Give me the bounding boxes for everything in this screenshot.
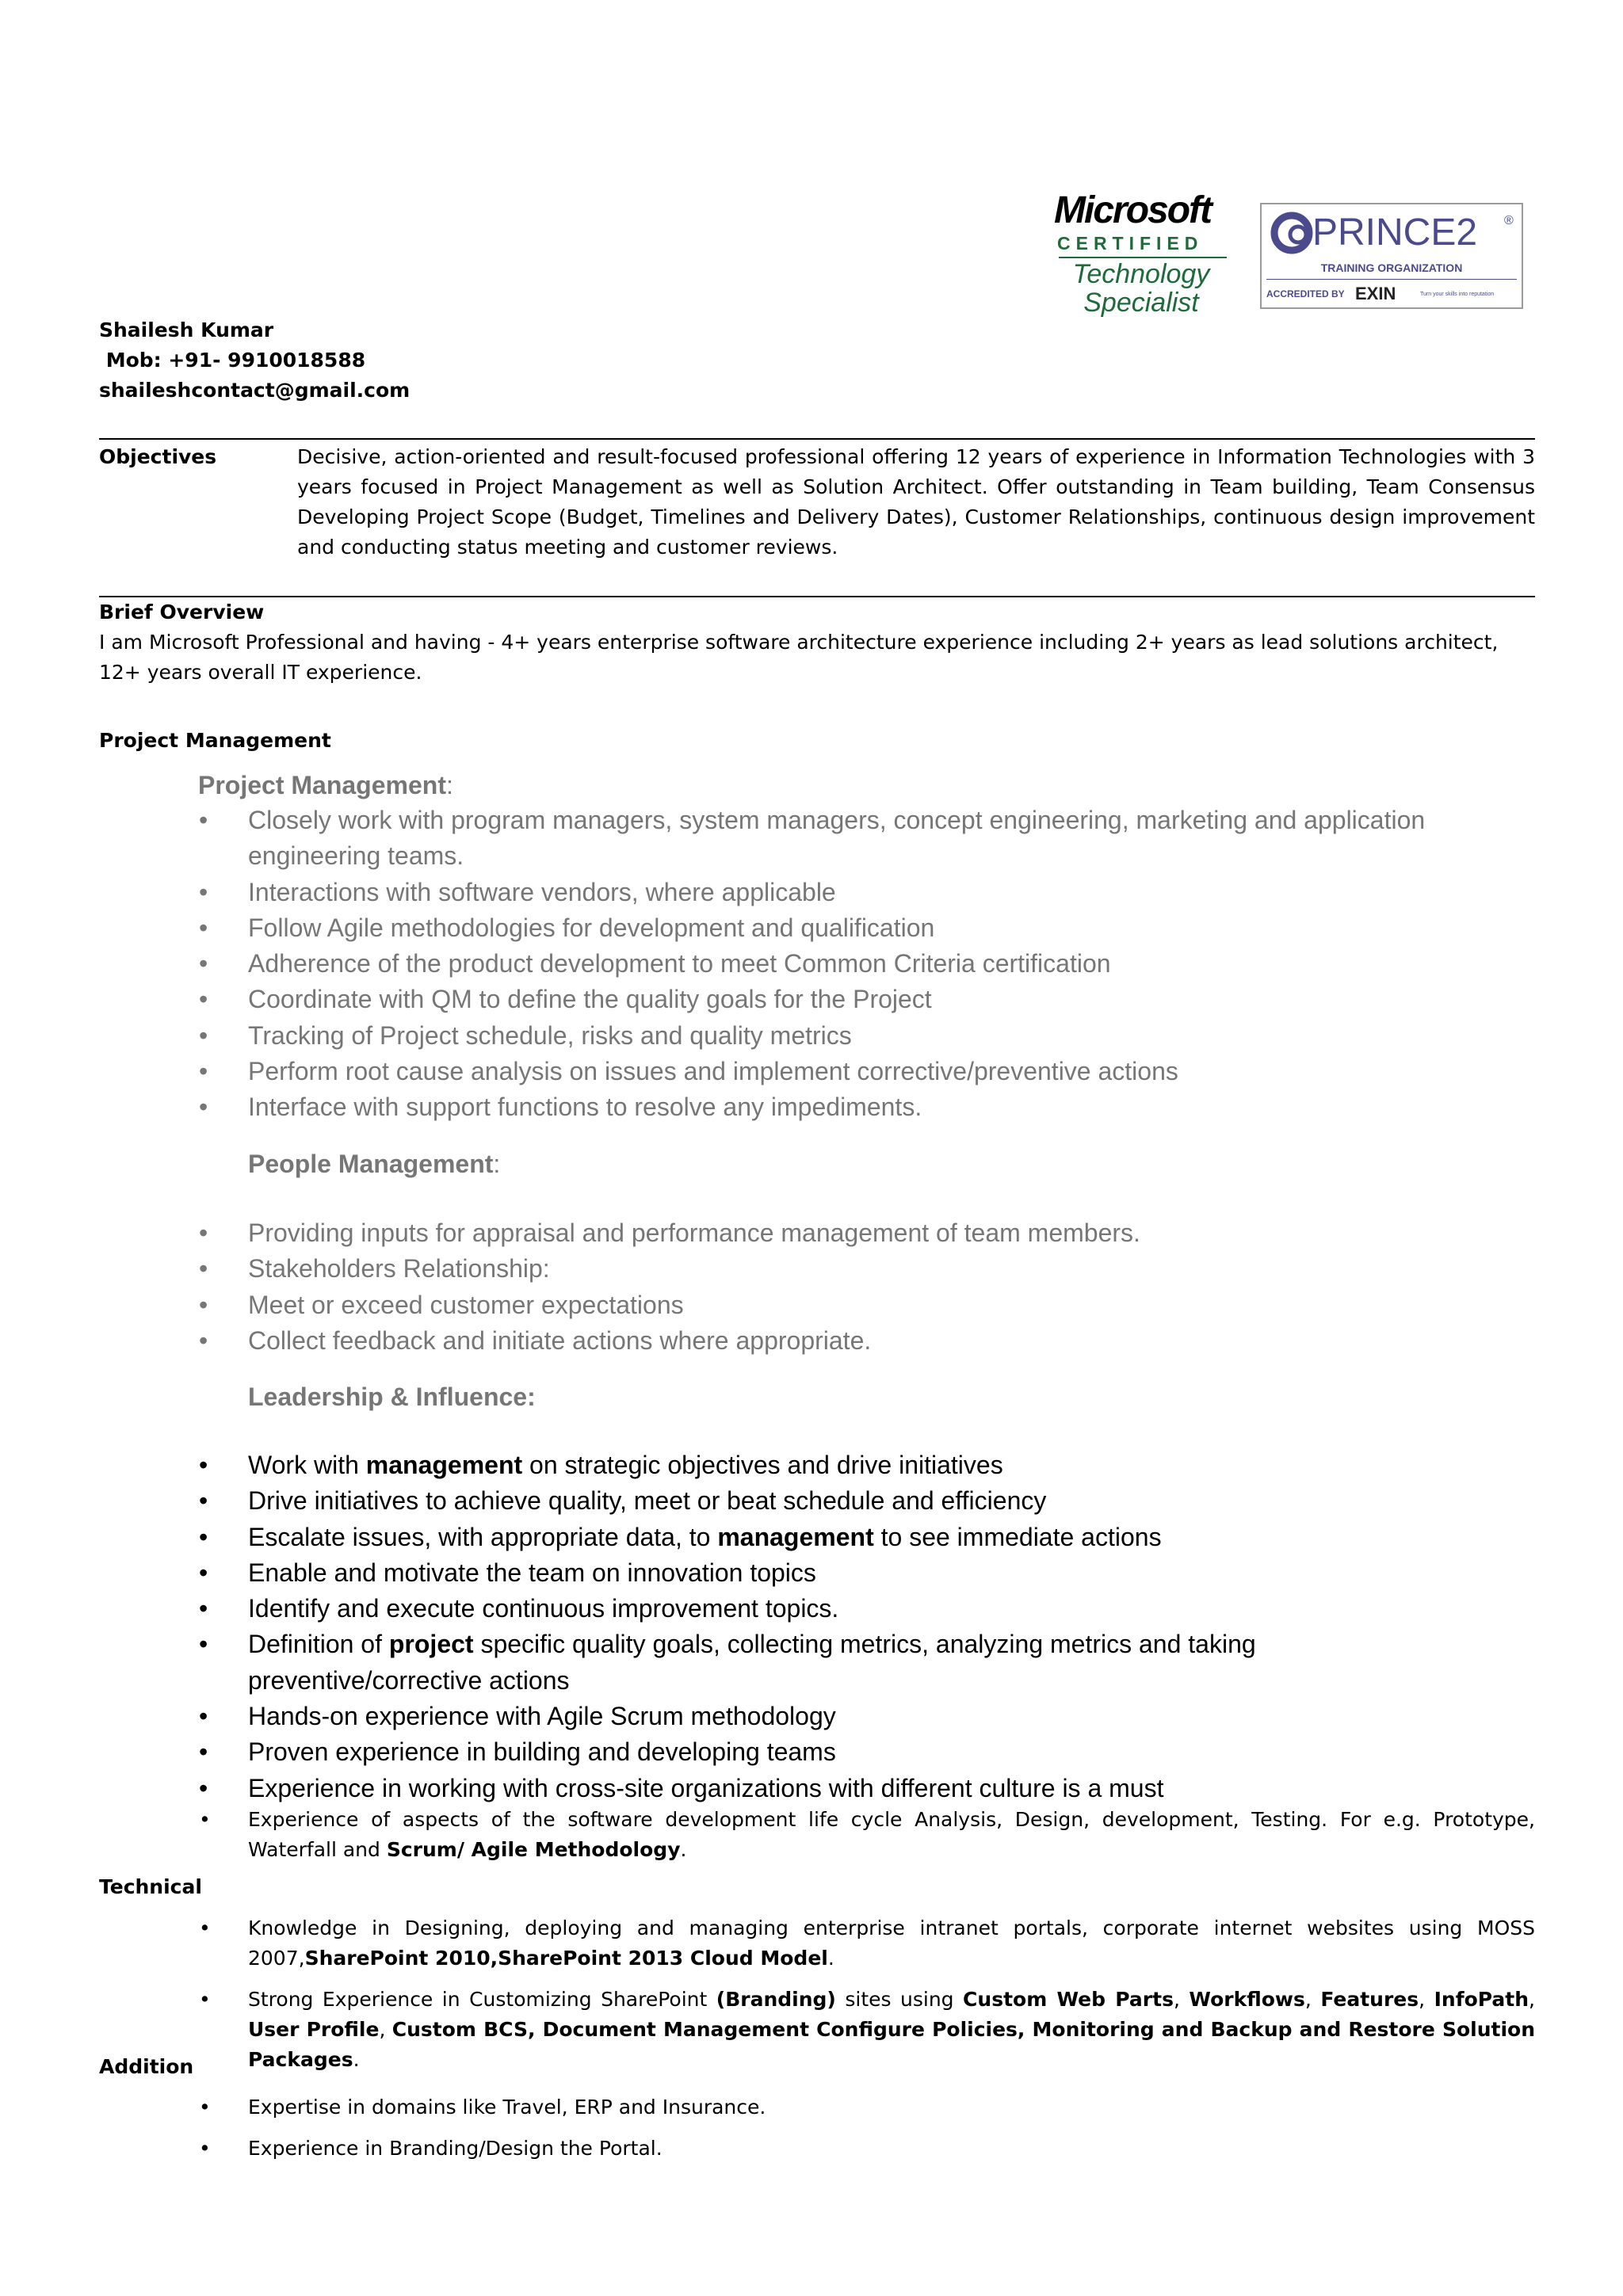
list-item: • Experience in working with cross-site organizations with different culture is a must bbox=[248, 1771, 1405, 1806]
leadership-list bbox=[248, 1447, 1405, 1806]
list-item: • Escalate issues, with appropriate data, to management to see immediate actions bbox=[248, 1520, 1405, 1555]
list-item: • Perform root cause analysis on issues and implement corrective/preventive actions bbox=[248, 1054, 1548, 1089]
addition-label: Addition bbox=[99, 2055, 194, 2078]
project-management-list bbox=[248, 803, 1548, 1126]
contact-block bbox=[99, 315, 410, 406]
objectives-label: Objectives bbox=[99, 445, 217, 468]
certified-label: CERTIFIED bbox=[1057, 233, 1204, 254]
people-management-heading bbox=[248, 1147, 500, 1180]
brief-overview-text: I am Microsoft Professional and having - 4+ years enterprise software architecture experience including 2+ years as lead solutions architect, 12+ years overall IT experience. bbox=[99, 631, 1499, 684]
leadership-heading: Leadership & Influence: bbox=[248, 1383, 536, 1411]
divider bbox=[99, 438, 1535, 440]
list-item: • Enable and motivate the team on innovation topics bbox=[248, 1555, 1405, 1591]
list-item: • Stakeholders Relationship: bbox=[248, 1251, 1548, 1287]
list-item: • Experience in Branding/Design the Portal. bbox=[248, 2134, 1535, 2164]
list-item: • Interactions with software vendors, where applicable bbox=[248, 875, 1548, 910]
heading-colon: : bbox=[493, 1150, 501, 1178]
list-item: • Definition of project specific quality goals, collecting metrics, analyzing metrics and taking preventive/corrective actions bbox=[248, 1627, 1405, 1699]
people-management-list bbox=[248, 1215, 1548, 1359]
list-item: • Providing inputs for appraisal and performance management of team members. bbox=[248, 1215, 1548, 1251]
exin-tagline: Turn your skills into reputation bbox=[1420, 292, 1495, 297]
divider bbox=[1059, 257, 1227, 258]
project-management-heading bbox=[198, 769, 453, 802]
technology-label: Technology bbox=[1072, 259, 1210, 289]
email-address: shaileshcontact@gmail.com bbox=[99, 379, 411, 402]
project-management-label: Project Management bbox=[99, 729, 331, 752]
list-item: • Strong Experience in Customizing SharePoint (Branding) sites using Custom Web Parts, Workflows, Features, InfoPath, User Profile, Custom BCS, Document Management Configure Policies, Monitoring and Backup and Restore Solution Packages. bbox=[248, 1985, 1535, 2075]
training-organization-label: TRAINING ORGANIZATION bbox=[1320, 261, 1463, 274]
list-item: • Coordinate with QM to define the quality goals for the Project bbox=[248, 982, 1548, 1017]
registered-mark: ® bbox=[1504, 214, 1514, 227]
candidate-name: Shailesh Kumar bbox=[99, 318, 274, 341]
list-item: • Interface with support functions to resolve any impediments. bbox=[248, 1089, 1548, 1125]
objectives-text: Decisive, action-oriented and result-focused professional offering 12 years of experience in Information Technologies with 3 years focused in Project Management as well as Solution Architect. Offer outstanding in Team building, Team Consensus Developing Project Scope (Budget, Timelines and Delivery Dates), Customer Relationships, continuous design improvement and conducting status meeting and customer reviews. bbox=[297, 445, 1535, 559]
sdlc-list bbox=[248, 1805, 1535, 1865]
specialist-label: Specialist bbox=[1083, 288, 1199, 318]
prince2-logo bbox=[1260, 203, 1523, 309]
exin-logo: EXIN bbox=[1355, 284, 1396, 303]
brief-overview-label: Brief Overview bbox=[99, 601, 265, 624]
list-item: • Drive initiatives to achieve quality, meet or beat schedule and efficiency bbox=[248, 1483, 1405, 1519]
people-management-title: People Management bbox=[248, 1150, 494, 1178]
list-item: • Work with management on strategic objectives and drive initiatives bbox=[248, 1447, 1405, 1483]
list-item: • Knowledge in Designing, deploying and managing enterprise intranet portals, corporate internet websites using MOSS 2007,SharePoint 2010,SharePoint 2013 Cloud Model. bbox=[248, 1913, 1535, 1974]
accredited-by-label: ACCREDITED BY bbox=[1266, 288, 1345, 299]
microsoft-wordmark: Microsoft bbox=[1054, 189, 1211, 231]
list-item: • Meet or exceed customer expectations bbox=[248, 1287, 1548, 1323]
list-item: • Expertise in domains like Travel, ERP and Insurance. bbox=[248, 2092, 1535, 2122]
divider bbox=[1266, 279, 1517, 280]
list-item: • Collect feedback and initiate actions where appropriate. bbox=[248, 1323, 1548, 1359]
microsoft-certified-logo bbox=[1054, 190, 1238, 325]
list-item: • Hands-on experience with Agile Scrum methodology bbox=[248, 1699, 1405, 1734]
list-item: • Proven experience in building and developing teams bbox=[248, 1734, 1405, 1770]
technical-label: Technical bbox=[99, 1875, 202, 1898]
list-item: • Experience of aspects of the software development life cycle Analysis, Design, development, Testing. For e.g. Prototype, Waterfall and Scrum/ Agile Methodology. bbox=[248, 1805, 1535, 1865]
technical-list bbox=[248, 1913, 1535, 2075]
prince2-wordmark: PRINCE2 bbox=[1312, 212, 1478, 254]
list-item: • Tracking of Project schedule, risks and quality metrics bbox=[248, 1018, 1548, 1054]
list-item: • Follow Agile methodologies for development and qualification bbox=[248, 910, 1548, 946]
divider bbox=[99, 596, 1535, 597]
heading-colon: : bbox=[445, 771, 453, 799]
mobile-number: Mob: +91- 9910018588 bbox=[99, 349, 366, 372]
addition-list bbox=[248, 2092, 1535, 2164]
list-item: • Closely work with program managers, system managers, concept engineering, marketing and application engineering teams. bbox=[248, 803, 1548, 875]
prince2-swirl-icon bbox=[1270, 211, 1317, 255]
project-management-title: Project Management bbox=[198, 771, 446, 799]
list-item: • Adherence of the product development to meet Common Criteria certification bbox=[248, 946, 1548, 982]
list-item: • Identify and execute continuous improvement topics. bbox=[248, 1591, 1405, 1627]
